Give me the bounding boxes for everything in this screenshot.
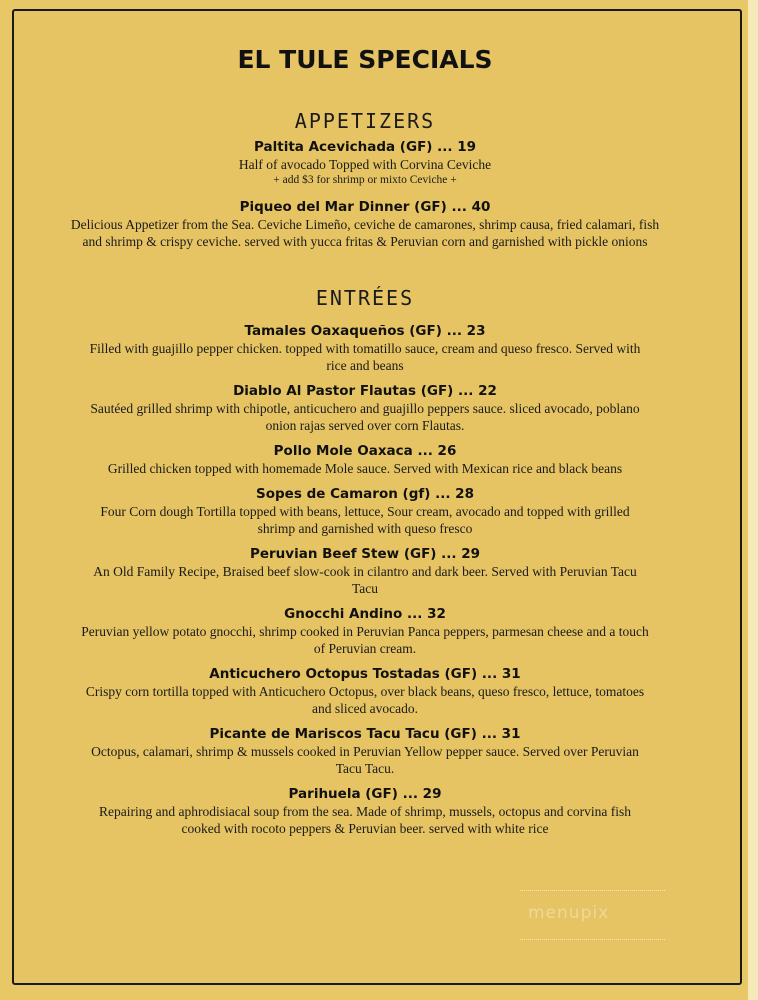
item-name: Gnocchi Andino ... 32: [284, 606, 446, 622]
item-name: Paltita Acevichada (GF) ... 19: [253, 139, 477, 155]
item-note: + add $3 for shrimp or mixto Ceviche +: [273, 174, 457, 186]
appetizers-heading: APPETIZERS: [294, 109, 436, 133]
entrees-list: [14, 322, 716, 837]
item-description: Crispy corn tortilla topped with Anticuchero Octopus, over black beans, queso fresco, lettuce, tomatoes and sliced avocado.: [85, 684, 645, 716]
watermark-text: menupix: [528, 903, 610, 923]
entrees-heading: ENTRÉES: [315, 286, 415, 310]
menu-item: [14, 485, 716, 545]
menu-item: [14, 725, 716, 785]
item-description: An Old Family Recipe, Braised beef slow-cook in cilantro and dark beer. Served with Peruvian Tacu Tacu: [93, 564, 637, 596]
item-description: Peruvian yellow potato gnocchi, shrimp cooked in Peruvian Panca peppers, parmesan cheese and a touch of Peruvian cream.: [81, 624, 649, 656]
menu-item: [14, 605, 716, 665]
menu-title: EL TULE SPECIALS: [237, 45, 493, 74]
item-description: Grilled chicken topped with homemade Mole sauce. Served with Mexican rice and black beans: [107, 461, 623, 476]
menu-item: [14, 138, 716, 188]
appetizers-list: [14, 138, 716, 250]
menu-item: [14, 545, 716, 605]
watermark-logo: [520, 890, 665, 940]
item-name: Picante de Mariscos Tacu Tacu (GF) ... 31: [209, 726, 521, 742]
item-name: Parihuela (GF) ... 29: [288, 786, 442, 802]
menu-item: [14, 785, 716, 837]
item-name: Diablo Al Pastor Flautas (GF) ... 22: [233, 383, 497, 399]
item-name: Tamales Oaxaqueños (GF) ... 23: [244, 323, 486, 339]
item-description: Filled with guajillo pepper chicken. topped with tomatillo sauce, cream and queso fresco. Served with rice and beans: [89, 341, 641, 373]
menu-item: [14, 665, 716, 725]
item-name: Sopes de Camaron (gf) ... 28: [256, 486, 474, 502]
item-description: Four Corn dough Tortilla topped with beans, lettuce, Sour cream, avocado and topped with grilled shrimp and garnished with queso fresco: [100, 504, 630, 536]
item-name: Anticuchero Octopus Tostadas (GF) ... 31: [209, 666, 521, 682]
menu-item: [14, 322, 716, 382]
item-description: Octopus, calamari, shrimp & mussels cooked in Peruvian Yellow pepper sauce. Served over Peruvian Tacu Tacu.: [91, 744, 639, 776]
item-description: Sautéed grilled shrimp with chipotle, anticuchero and guajillo peppers sauce. sliced avocado, poblano onion rajas served over corn Flautas.: [90, 401, 640, 433]
item-name: Peruvian Beef Stew (GF) ... 29: [249, 546, 481, 562]
item-name: Piqueo del Mar Dinner (GF) ... 40: [239, 199, 491, 215]
item-name: Pollo Mole Oaxaca ... 26: [273, 443, 457, 459]
item-description: Half of avocado Topped with Corvina Ceviche: [238, 157, 492, 172]
menu-item: [14, 442, 716, 485]
page-edge: [748, 0, 758, 1000]
item-description: Repairing and aphrodisiacal soup from the sea. Made of shrimp, mussels, octopus and corvina fish cooked with rocoto peppers & Peruvian beer. served with white rice: [98, 804, 631, 836]
menu-item: [14, 198, 716, 250]
menu-item: [14, 382, 716, 442]
item-description: Delicious Appetizer from the Sea. Ceviche Limeño, ceviche de camarones, shrimp causa, fried calamari, fish and shrimp & crispy ceviche. served with yucca fritas & Peruvian corn and garnished with pickle onions: [70, 217, 660, 249]
menu-frame: [12, 9, 742, 985]
